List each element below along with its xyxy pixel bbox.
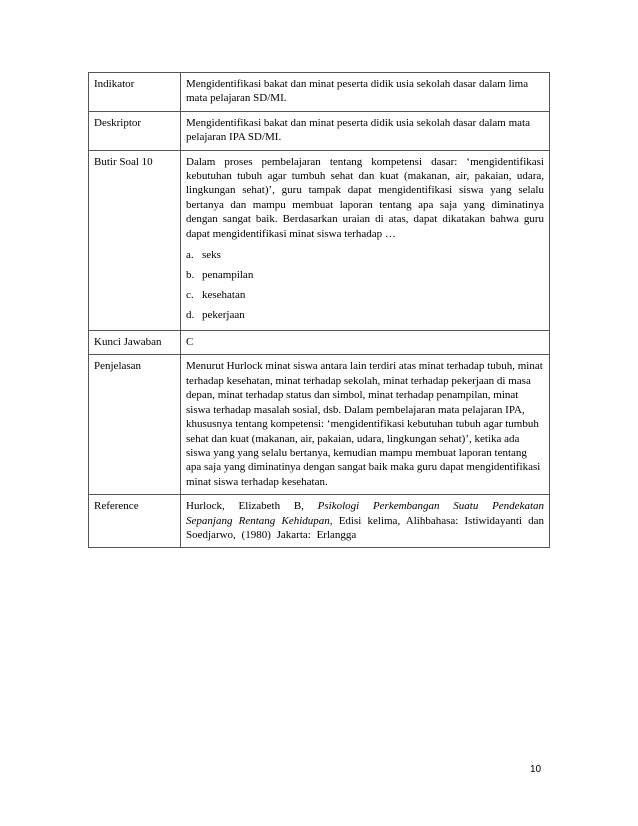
option-text: seks <box>202 249 221 262</box>
reference-author: Hurlock, Elizabeth B, <box>186 500 304 513</box>
row-kunci-jawaban <box>89 331 550 355</box>
answer-option <box>186 245 544 265</box>
label-butir-soal: Butir Soal 10 <box>89 150 181 330</box>
value-reference <box>181 495 550 548</box>
label-kunci-jawaban: Kunci Jawaban <box>89 331 181 355</box>
label-reference: Reference <box>89 495 181 548</box>
answer-option <box>186 305 544 325</box>
reference-publication: , Edisi kelima, Alihbahasa: Istiwidayanti dan Soedjarwo, (1980) Jakarta: Erlangga <box>186 514 545 541</box>
row-deskriptor <box>89 111 550 150</box>
option-letter: a. <box>186 249 194 262</box>
option-text: penampilan <box>202 269 254 282</box>
answer-option <box>186 265 544 285</box>
label-indikator: Indikator <box>89 73 181 112</box>
row-indikator <box>89 73 550 112</box>
option-text: pekerjaan <box>202 309 245 322</box>
answer-options <box>186 245 544 325</box>
value-kunci-jawaban: C <box>181 331 550 355</box>
option-letter: d. <box>186 309 195 322</box>
option-text: kesehatan <box>202 289 246 302</box>
question-card-table <box>88 72 550 548</box>
row-butir-soal <box>89 150 550 330</box>
row-reference <box>89 495 550 548</box>
answer-option <box>186 285 544 305</box>
value-deskriptor: Mengidentifikasi bakat dan minat peserta didik usia sekolah dasar dalam mata pelajaran IPA SD/MI. <box>181 111 550 150</box>
option-letter: b. <box>186 269 195 282</box>
page-number: 10 <box>530 764 542 775</box>
value-penjelasan: Menurut Hurlock minat siswa antara lain terdiri atas minat terhadap tubuh, minat terhadap kesehatan, minat terhadap sekolah, minat terhadap pekerjaan di masa depan, minat terhadap status dan simbol, minat terhadap penampilan, minat siswa terhadap masalah sosial, dsb. Dalam pembelajaran mata pelajaran IPA, khususnya tentang kompetensi: ‘mengidentifikasi kebutuhan tubuh agar tumbuh sehat dan kuat (makanan, air, pakaian, udara, lingkungan sehat)’, ketika ada siswa yang yang selalu bertanya, kemudian mampu membuat laporan tentang apa saja yang diminatinya dengan sangat baik maka guru dapat mengidentifikasi minat siswa terhadap kesehatan. <box>181 355 550 495</box>
label-deskriptor: Deskriptor <box>89 111 181 150</box>
label-penjelasan: Penjelasan <box>89 355 181 495</box>
question-text: Dalam proses pembelajaran tentang kompetensi dasar: ‘mengidentifikasi kebutuhan tubuh agar tumbuh sehat dan kuat (makanan, air, pakaian, udara, lingkungan sehat)’, guru tampak dapat mengidentifikasi siswa yang selalu bertanya dan mampu membuat laporan tentang apa saja yang diminatinya dengan sangat baik. Berdasarkan uraian di atas, dapat dikatakan bahwa guru dapat mengidentifikasi minat siswa terhadap … <box>186 155 544 240</box>
reference-book-title: Psikologi Perkembangan Suatu Pendekatan Sepanjang Rentang Kehidupan <box>186 500 545 527</box>
value-indikator: Mengidentifikasi bakat dan minat peserta didik usia sekolah dasar dalam lima mata pelajaran SD/MI. <box>181 73 550 112</box>
value-butir-soal <box>181 150 550 330</box>
option-letter: c. <box>186 289 194 302</box>
row-penjelasan <box>89 355 550 495</box>
